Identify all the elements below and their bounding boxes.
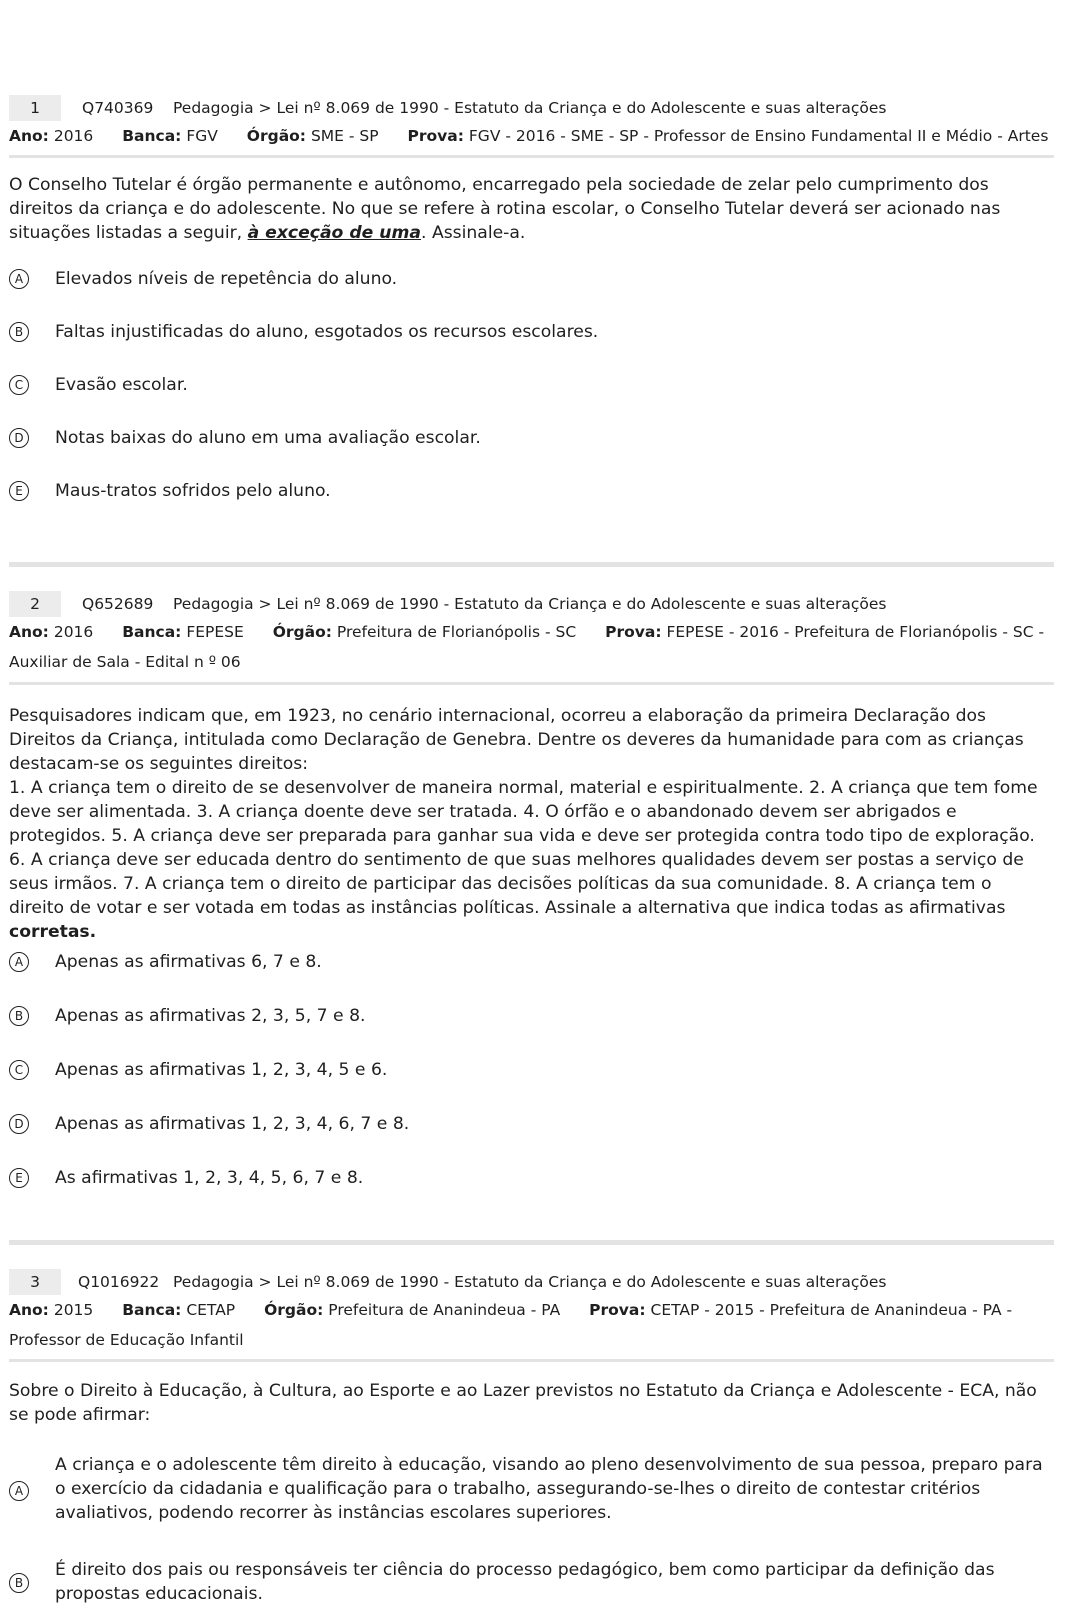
option-letter-d[interactable]: D (9, 428, 29, 448)
orgao-value[interactable]: Prefeitura de Ananindeua - PA (328, 1301, 561, 1319)
option-text[interactable]: Elevados níveis de repetência do aluno. (55, 269, 398, 289)
option-letter-e[interactable]: E (9, 481, 29, 501)
question-separator (9, 562, 1054, 567)
option-text[interactable]: Notas baixas do aluno em uma avaliação escolar. (55, 428, 481, 448)
prova-value[interactable]: FGV - 2016 - SME - SP - Professor de Ensino Fundamental II e Médio - Artes (468, 127, 1049, 145)
statement-paragraph (9, 776, 1049, 944)
ano-value[interactable]: 2016 (53, 623, 94, 641)
option-letter-a[interactable]: A (9, 952, 29, 972)
option-text[interactable]: As afirmativas 1, 2, 3, 4, 5, 6, 7 e 8. (55, 1168, 364, 1188)
ano-label: Ano: (9, 127, 49, 145)
question-meta (9, 121, 1054, 151)
orgao-label: Órgão: (264, 1301, 324, 1319)
header-rule (9, 682, 1054, 685)
option-letter-b[interactable]: B (9, 1006, 29, 1026)
banca-label: Banca: (122, 1301, 182, 1319)
option-text[interactable]: A criança e o adolescente têm direito à educação, visando ao pleno desenvolvimento de sua pessoa, preparo para o exercício da cidadania e qualificação para o trabalho, assegurando-se-lhes o direito de contestar critérios avaliativos, podendo recorrer às instâncias escolares superiores. (55, 1455, 1043, 1523)
banca-label: Banca: (122, 127, 182, 145)
option-text[interactable]: Apenas as afirmativas 6, 7 e 8. (55, 952, 322, 972)
ano-label: Ano: (9, 1301, 49, 1319)
option-letter-b[interactable]: B (9, 322, 29, 342)
question-subject-link[interactable]: Pedagogia > Lei nº 8.069 de 1990 - Estatuto da Criança e do Adolescente e suas alterações (173, 1273, 887, 1291)
option-text[interactable]: Evasão escolar. (55, 375, 188, 395)
statement-paragraph: Pesquisadores indicam que, em 1923, no cenário internacional, ocorreu a elaboração da primeira Declaração dos Direitos da Criança, intitulada como Declaração de Genebra. Dentre os deveres da humanidade para com as crianças destacam-se os seguintes direitos: (9, 706, 1024, 774)
question-header (9, 95, 1054, 122)
orgao-value[interactable]: SME - SP (310, 127, 379, 145)
prova-label: Prova: (589, 1301, 646, 1319)
ano-value[interactable]: 2015 (53, 1301, 94, 1319)
option-letter-a[interactable]: A (9, 1481, 29, 1501)
prova-value[interactable]: CETAP - 2015 - Prefeitura de Ananindeua - PA - Professor de Educação Infantil (9, 1301, 1013, 1349)
question-header (9, 1269, 1054, 1296)
orgao-value[interactable]: Prefeitura de Florianópolis - SC (336, 623, 577, 641)
statement-bold: corretas. (9, 922, 97, 942)
option-letter-d[interactable]: D (9, 1114, 29, 1134)
statement-text-end: . Assinale-a. (421, 223, 526, 243)
question-number: 2 (9, 591, 61, 617)
option-text[interactable]: Apenas as afirmativas 2, 3, 5, 7 e 8. (55, 1006, 366, 1026)
orgao-label: Órgão: (246, 127, 307, 145)
option-letter-c[interactable]: C (9, 1060, 29, 1080)
question-statement (9, 704, 1049, 944)
prova-label: Prova: (605, 623, 662, 641)
header-rule (9, 1359, 1054, 1362)
question-meta (9, 617, 1054, 677)
question-subject-link[interactable]: Pedagogia > Lei nº 8.069 de 1990 - Estatuto da Criança e do Adolescente e suas alterações (173, 99, 887, 117)
ano-label: Ano: (9, 623, 49, 641)
question-header (9, 591, 1054, 618)
prova-label: Prova: (407, 127, 464, 145)
option-letter-a[interactable]: A (9, 269, 29, 289)
orgao-label: Órgão: (272, 623, 332, 641)
question-id-link[interactable]: Q1016922 (78, 1273, 160, 1291)
banca-value[interactable]: FEPESE (186, 623, 244, 641)
banca-value[interactable]: FGV (186, 127, 218, 145)
option-text[interactable]: Apenas as afirmativas 1, 2, 3, 4, 6, 7 e 8. (55, 1114, 410, 1134)
option-letter-b[interactable]: B (9, 1573, 29, 1593)
banca-label: Banca: (122, 623, 182, 641)
question-meta (9, 1295, 1054, 1355)
question-id-link[interactable]: Q740369 (82, 99, 154, 117)
question-separator (9, 1240, 1054, 1245)
question-number: 1 (9, 95, 61, 121)
question-subject-link[interactable]: Pedagogia > Lei nº 8.069 de 1990 - Estatuto da Criança e do Adolescente e suas alterações (173, 595, 887, 613)
prova-value[interactable]: FEPESE - 2016 - Prefeitura de Florianópolis - SC - Auxiliar de Sala - Edital n º 06 (9, 623, 1045, 671)
question-statement (9, 173, 1049, 245)
statement-text: O Conselho Tutelar é órgão permanente e autônomo, encarregado pela sociedade de zelar pelo cumprimento dos direitos da criança e do adolescente. No que se refere à rotina escolar, o Conselho Tutelar deverá ser acionado nas situações listadas a seguir, (9, 175, 1001, 243)
question-statement: Sobre o Direito à Educação, à Cultura, ao Esporte e ao Lazer previstos no Estatuto da Criança e Adolescente - ECA, não se pode afirmar: (9, 1381, 1037, 1425)
option-letter-e[interactable]: E (9, 1168, 29, 1188)
statement-emphasis: à exceção de uma (247, 223, 422, 243)
ano-value[interactable]: 2016 (53, 127, 94, 145)
option-letter-c[interactable]: C (9, 375, 29, 395)
question-number: 3 (9, 1269, 61, 1295)
header-rule (9, 155, 1054, 158)
option-text[interactable]: Faltas injustificadas do aluno, esgotados os recursos escolares. (55, 322, 599, 342)
option-text[interactable]: Apenas as afirmativas 1, 2, 3, 4, 5 e 6. (55, 1060, 388, 1080)
question-id-link[interactable]: Q652689 (82, 595, 154, 613)
banca-value[interactable]: CETAP (186, 1301, 236, 1319)
option-text[interactable]: Maus-tratos sofridos pelo aluno. (55, 481, 331, 501)
option-text[interactable]: É direito dos pais ou responsáveis ter ciência do processo pedagógico, bem como participar da definição das propostas educacionais. (55, 1560, 995, 1604)
statement-text: 1. A criança tem o direito de se desenvolver de maneira normal, material e espiritualmente. 2. A criança que tem fome deve ser alimentada. 3. A criança doente deve ser tratada. 4. O órfão e o abandonado devem ser abrigados e protegidos. 5. A criança deve ser preparada para ganhar sua vida e deve ser protegida contra todo tipo de exploração. 6. A criança deve ser educada dentro do sentimento de que suas melhores qualidades devem ser postas a serviço de seus irmãos. 7. A criança tem o direito de participar das decisões políticas da sua comunidade. 8. A criança tem o direito de votar e ser votada em todas as instâncias políticas. Assinale a alternativa que indica todas as afirmativas (9, 778, 1038, 918)
